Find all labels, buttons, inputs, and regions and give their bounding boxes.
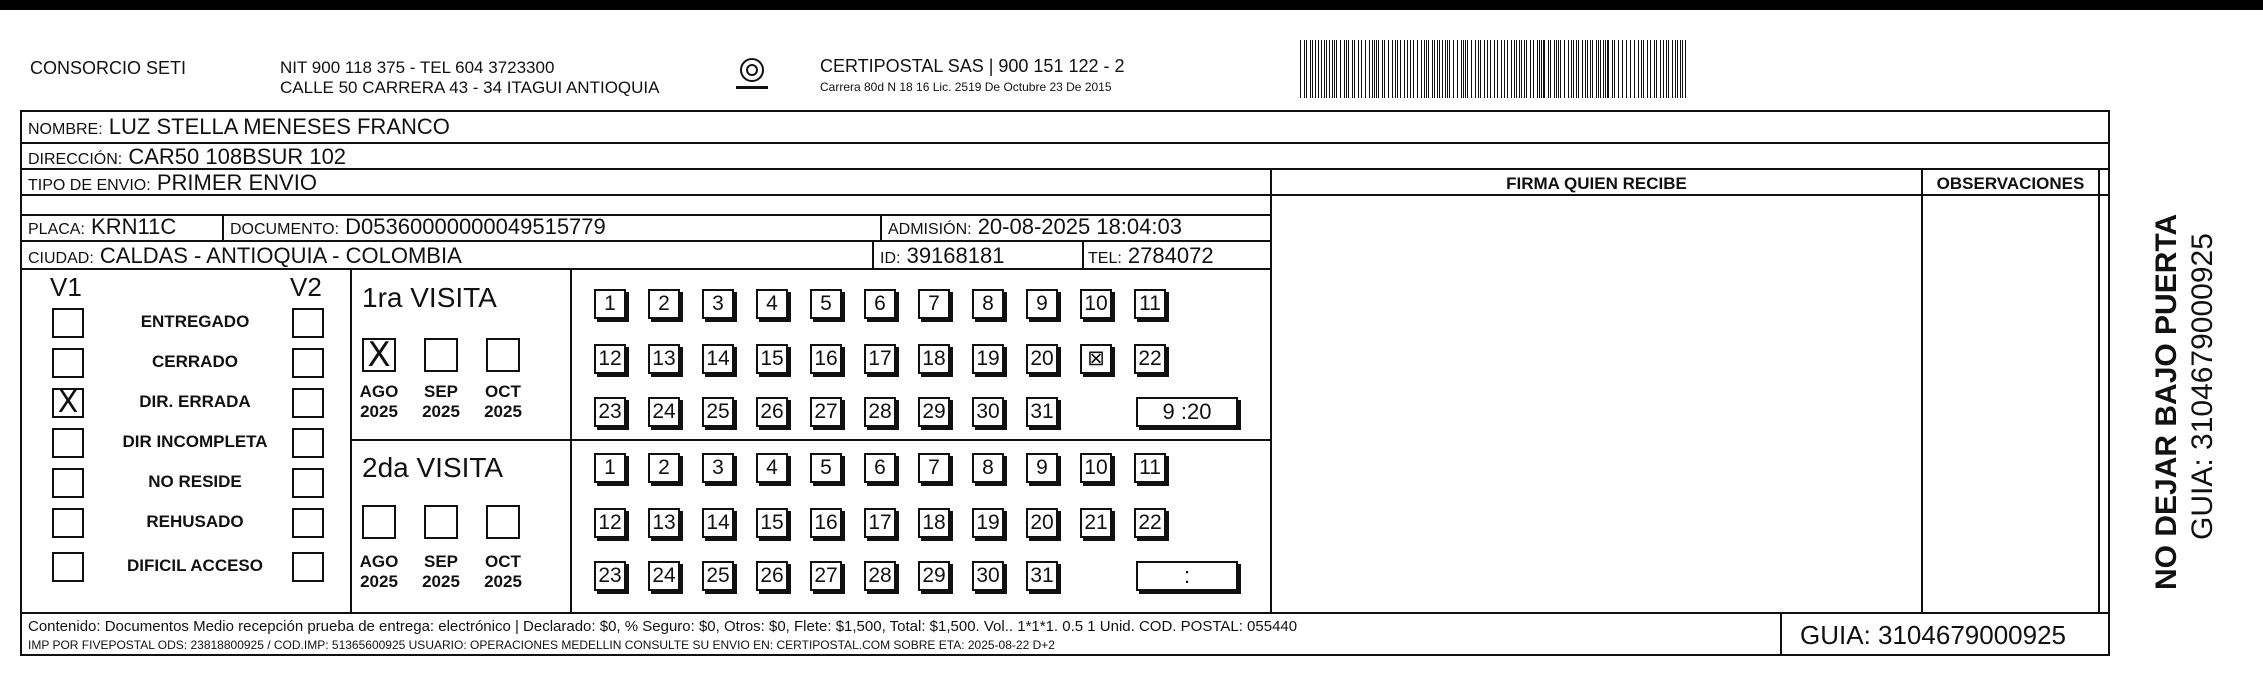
day-checkbox[interactable]: 6: [864, 453, 896, 483]
barcode-bar: [1445, 40, 1446, 98]
barcode-bar: [1682, 40, 1683, 98]
barcode-bar: [1514, 40, 1515, 98]
barcode-bar: [1306, 40, 1307, 98]
day-checkbox[interactable]: 29: [918, 397, 950, 427]
month-label: AGO 2025: [359, 552, 399, 591]
v2-checkbox[interactable]: [292, 348, 324, 378]
day-checkbox[interactable]: 8: [972, 453, 1004, 483]
barcode-bar: [1675, 40, 1676, 98]
barcode-bar: [1376, 40, 1377, 98]
day-checkbox[interactable]: 15: [756, 508, 788, 538]
barcode-bar: [1554, 40, 1555, 98]
day-checkbox[interactable]: 24: [648, 397, 680, 427]
barcode-bar: [1478, 40, 1479, 98]
day-checkbox[interactable]: 1: [594, 289, 626, 319]
day-checkbox[interactable]: 24: [648, 561, 680, 591]
documento-value: D0536000000004951577​9: [345, 214, 606, 239]
v1-checkbox[interactable]: [52, 552, 84, 582]
barcode-bar: [1417, 40, 1418, 98]
placa-value: KRN11C: [91, 214, 177, 239]
barcode-bar: [1348, 40, 1349, 98]
visit1-title: 1ra VISITA: [362, 282, 497, 313]
barcode-bar: [1643, 40, 1644, 98]
v1-checkbox[interactable]: X: [52, 388, 84, 418]
barcode-bar: [1641, 40, 1642, 98]
barcode-bar: [1426, 40, 1427, 98]
barcode-bar: [1384, 40, 1385, 98]
tipo-envio-value: PRIMER ENVIO: [156, 170, 317, 195]
v1-checkbox[interactable]: [52, 308, 84, 338]
barcode-bar: [1598, 40, 1599, 98]
imp-line: IMP POR FIVEPOSTAL ODS: 23818800925 / COD.IMP: 51365600925 USUARIO: OPERACIONES MEDELLIN CONSULTE SU ENVIO EN: CERTIPOSTAL.COM SOBRE ETA: 2025-08-22 D+2: [28, 638, 1055, 652]
id-value: 39168181: [906, 243, 1005, 268]
day-checkbox[interactable]: 9: [1026, 453, 1058, 483]
address-line: CALLE 50 CARRERA 43 - 34 ITAGUI ANTIOQUIA: [280, 78, 660, 97]
barcode-bar: [1449, 40, 1450, 98]
day-checkbox[interactable]: 3: [702, 289, 734, 319]
barcode-bar: [1463, 40, 1464, 98]
barcode-bar: [1638, 40, 1639, 98]
month-checkbox[interactable]: [486, 338, 520, 372]
barcode-bar: [1582, 40, 1583, 98]
month-checkbox[interactable]: [424, 338, 458, 372]
barcode-bar: [1618, 40, 1619, 98]
status-label: ENTREGADO: [140, 312, 250, 331]
day-checkbox[interactable]: 21: [1080, 508, 1112, 538]
day-checkbox[interactable]: 27: [810, 561, 842, 591]
day-checkbox[interactable]: 14: [702, 508, 734, 538]
day-checkbox[interactable]: 1: [594, 453, 626, 483]
barcode-bar: [1539, 40, 1540, 98]
status-label: NO RESIDE: [148, 472, 242, 491]
v2-header: V2: [290, 272, 322, 302]
barcode-bar: [1533, 40, 1534, 98]
id-row: [880, 243, 1004, 269]
barcode-bar: [1537, 40, 1538, 98]
status-label: CERRADO: [152, 352, 238, 371]
barcode-bar: [1677, 40, 1678, 98]
direccion-row: [28, 144, 346, 170]
barcode-bar: [1530, 40, 1531, 98]
company-name: CONSORCIO SETI: [30, 58, 187, 78]
barcode-bar: [1424, 40, 1425, 98]
nit-line: NIT 900 118 375 - TEL 604 3723300: [280, 58, 555, 77]
barcode-bar: [1654, 40, 1655, 98]
month-checkbox[interactable]: [486, 505, 520, 539]
day-checkbox[interactable]: ⊠: [1080, 344, 1112, 374]
barcode-bar: [1521, 40, 1522, 98]
firma-header: FIRMA QUIEN RECIBE: [1506, 174, 1687, 193]
admision-value: 20-08-2025 18:04:03: [977, 214, 1182, 239]
barcode-bar: [1603, 40, 1604, 98]
barcode-bar: [1361, 40, 1362, 98]
v2-checkbox[interactable]: [292, 508, 324, 538]
barcode-bar: [1573, 40, 1574, 98]
barcode-bar: [1556, 40, 1557, 98]
v1-checkbox[interactable]: [52, 508, 84, 538]
month-label: OCT 2025: [484, 552, 522, 591]
documento-label: DOCUMENTO:: [230, 221, 340, 238]
barcode-bar: [1596, 40, 1597, 98]
carrier-line: CERTIPOSTAL SAS | 900 151 122 - 2: [820, 56, 1125, 76]
nombre-label: NOMBRE:: [28, 121, 103, 138]
visit2-title: 2da VISITA: [362, 452, 504, 483]
month-checkbox[interactable]: [362, 505, 396, 539]
v2-checkbox[interactable]: [292, 468, 324, 498]
nombre-value: LUZ STELLA MENESES FRANCO: [108, 114, 450, 139]
barcode-bar: [1404, 40, 1405, 98]
barcode-bar: [1397, 40, 1398, 98]
day-checkbox[interactable]: 29: [918, 561, 950, 591]
day-checkbox[interactable]: 13: [648, 508, 680, 538]
barcode-bar: [1656, 40, 1657, 98]
v2-checkbox[interactable]: [292, 552, 324, 582]
barcode-bar: [1576, 40, 1577, 98]
barcode-bar: [1336, 40, 1337, 98]
barcode-bar: [1400, 40, 1401, 98]
day-checkbox[interactable]: 3: [702, 453, 734, 483]
barcode-bar: [1475, 40, 1476, 98]
day-checkbox[interactable]: 28: [864, 561, 896, 591]
barcode-bar: [1340, 40, 1341, 98]
day-checkbox[interactable]: 30: [972, 397, 1004, 427]
barcode-bar: [1369, 40, 1370, 98]
day-checkbox[interactable]: 20: [1026, 508, 1058, 538]
barcode-bar: [1329, 40, 1330, 98]
certipostal-logo: [730, 54, 770, 94]
barcode-bar: [1666, 40, 1667, 98]
day-checkbox[interactable]: 26: [756, 397, 788, 427]
barcode-bar: [1410, 40, 1411, 98]
month-label: SEP 2025: [422, 552, 460, 591]
barcode-bar: [1494, 40, 1495, 98]
day-checkbox[interactable]: 22: [1134, 344, 1166, 374]
barcode-bar: [1312, 40, 1313, 98]
barcode-bar: [1480, 40, 1481, 98]
placa-label: PLACA:: [28, 221, 85, 238]
barcode-bar: [1550, 40, 1551, 98]
barcode-bar: [1668, 40, 1669, 98]
barcode-bar: [1413, 40, 1414, 98]
v1-header: V1: [50, 272, 82, 302]
placa-row: [28, 214, 176, 240]
barcode-bar: [1484, 40, 1485, 98]
barcode-bar: [1437, 40, 1438, 98]
barcode-bar: [1607, 40, 1609, 98]
barcode-bar: [1672, 40, 1673, 98]
barcode-bar: [1332, 40, 1333, 98]
day-checkbox[interactable]: 30: [972, 561, 1004, 591]
barcode-bar: [1564, 40, 1565, 98]
day-checkbox[interactable]: 26: [756, 561, 788, 591]
barcode-bar: [1487, 40, 1488, 98]
barcode-bar: [1605, 40, 1606, 98]
barcode-bar: [1526, 40, 1527, 98]
tipo-envio-row: [28, 170, 317, 196]
month-checkbox[interactable]: X: [362, 338, 396, 372]
barcode-bar: [1318, 40, 1319, 98]
day-checkbox[interactable]: 23: [594, 397, 626, 427]
ciudad-label: CIUDAD:: [28, 250, 94, 267]
tel-row: [1088, 243, 1214, 269]
barcode-bar: [1461, 40, 1462, 98]
day-checkbox[interactable]: 7: [918, 289, 950, 319]
month-checkbox[interactable]: [424, 505, 458, 539]
barcode-bar: [1541, 40, 1542, 98]
status-label: DIR. ERRADA: [139, 392, 251, 411]
barcode-bar: [1407, 40, 1408, 98]
day-checkbox[interactable]: 23: [594, 561, 626, 591]
barcode-bar: [1465, 40, 1466, 98]
documento-row: [230, 214, 606, 240]
barcode-bar: [1558, 40, 1559, 98]
barcode-bar: [1392, 40, 1393, 98]
barcode-bar: [1374, 40, 1375, 98]
barcode-bar: [1354, 40, 1355, 98]
barcode-bar: [1587, 40, 1588, 98]
v2-checkbox[interactable]: [292, 388, 324, 418]
day-checkbox[interactable]: 16: [810, 344, 842, 374]
day-checkbox[interactable]: 12: [594, 508, 626, 538]
barcode-bar: [1358, 40, 1359, 98]
barcode-bar: [1326, 40, 1327, 98]
day-checkbox[interactable]: 13: [648, 344, 680, 374]
top-edge-bar: [0, 0, 2263, 10]
barcode-bar: [1388, 40, 1389, 98]
no-dejar-bajo-puerta: NO DEJAR BAJO PUERTA: [2150, 213, 2183, 590]
barcode-bar: [1432, 40, 1433, 98]
barcode-bar: [1501, 40, 1502, 98]
guia-footer: GUIA: 3104679000925: [1800, 620, 2066, 650]
day-checkbox[interactable]: 6: [864, 289, 896, 319]
barcode-bar: [1300, 40, 1301, 98]
day-checkbox[interactable]: 15: [756, 344, 788, 374]
barcode: [1300, 40, 1690, 98]
barcode-bar: [1457, 40, 1458, 98]
day-checkbox[interactable]: 17: [864, 344, 896, 374]
month-label: SEP 2025: [422, 382, 460, 421]
day-checkbox[interactable]: 31: [1026, 561, 1058, 591]
barcode-bar: [1626, 40, 1627, 98]
barcode-bar: [1630, 40, 1631, 98]
status-label: DIFICIL ACCESO: [126, 556, 263, 575]
barcode-bar: [1571, 40, 1572, 98]
barcode-bar: [1372, 40, 1373, 98]
visit2-time-box[interactable]: :: [1136, 561, 1238, 591]
barcode-bar: [1324, 40, 1325, 98]
barcode-bar: [1507, 40, 1508, 98]
day-checkbox[interactable]: 4: [756, 453, 788, 483]
day-checkbox[interactable]: 16: [810, 508, 842, 538]
license-line: Carrera 80d N 18 16 Lic. 2519 De Octubre 23 De 2015: [820, 80, 1112, 94]
barcode-bar: [1614, 40, 1615, 98]
day-checkbox[interactable]: 25: [702, 561, 734, 591]
barcode-bar: [1592, 40, 1593, 98]
day-checkbox[interactable]: 18: [918, 344, 950, 374]
barcode-bar: [1685, 40, 1686, 98]
day-checkbox[interactable]: 8: [972, 289, 1004, 319]
barcode-bar: [1439, 40, 1440, 98]
day-checkbox[interactable]: 12: [594, 344, 626, 374]
v1-checkbox[interactable]: [52, 468, 84, 498]
barcode-bar: [1334, 40, 1335, 98]
barcode-bar: [1590, 40, 1591, 98]
barcode-bar: [1548, 40, 1549, 98]
admision-label: ADMISIÓN:: [888, 221, 972, 238]
barcode-bar: [1516, 40, 1517, 98]
barcode-bar: [1352, 40, 1353, 98]
barcode-bar: [1568, 40, 1569, 98]
barcode-bar: [1622, 40, 1623, 98]
barcode-bar: [1600, 40, 1601, 98]
barcode-bar: [1428, 40, 1429, 98]
barcode-bar: [1647, 40, 1648, 98]
barcode-bar: [1578, 40, 1579, 98]
status-label: DIR INCOMPLETA: [122, 432, 268, 451]
barcode-bar: [1660, 40, 1661, 98]
v2-checkbox[interactable]: [292, 308, 324, 338]
barcode-bar: [1421, 40, 1422, 98]
barcode-bar: [1467, 40, 1468, 98]
day-checkbox[interactable]: 19: [972, 508, 1004, 538]
barcode-bar: [1344, 40, 1345, 98]
barcode-bar: [1382, 40, 1383, 98]
day-checkbox[interactable]: 5: [810, 453, 842, 483]
day-checkbox[interactable]: 4: [756, 289, 788, 319]
barcode-bar: [1504, 40, 1505, 98]
barcode-bar: [1315, 40, 1316, 98]
barcode-bar: [1310, 40, 1311, 98]
ciudad-value: CALDAS - ANTIOQUIA - COLOMBIA: [99, 243, 462, 268]
barcode-bar: [1585, 40, 1586, 98]
barcode-bar: [1519, 40, 1520, 98]
day-checkbox[interactable]: 5: [810, 289, 842, 319]
day-checkbox[interactable]: 9: [1026, 289, 1058, 319]
day-checkbox[interactable]: 7: [918, 453, 950, 483]
barcode-bar: [1442, 40, 1443, 98]
barcode-bar: [1346, 40, 1347, 98]
contenido-line: Contenido: Documentos Medio recepción prueba de entrega: electrónico | Declarado: $0, % Seguro: $0, Otros: $0, Flete: $1,500, Total: $1,500. Vol.. 1*1*1. 0.5 1 Unid. COD. POSTAL: 055440: [28, 618, 1298, 635]
barcode-bar: [1378, 40, 1379, 98]
v1-checkbox[interactable]: [52, 428, 84, 458]
guia-side: GUIA: 3104679000925: [2186, 233, 2219, 540]
day-checkbox[interactable]: 14: [702, 344, 734, 374]
barcode-bar: [1304, 40, 1305, 98]
day-checkbox[interactable]: 10: [1080, 289, 1112, 319]
barcode-bar: [1663, 40, 1664, 98]
month-label: AGO 2025: [359, 382, 399, 421]
v1-checkbox[interactable]: [52, 348, 84, 378]
direccion-value: CAR50 108BSUR 102: [128, 144, 347, 169]
nombre-row: [28, 114, 450, 140]
day-checkbox[interactable]: 31: [1026, 397, 1058, 427]
barcode-bar: [1612, 40, 1613, 98]
barcode-bar: [1447, 40, 1448, 98]
day-checkbox[interactable]: 2: [648, 289, 680, 319]
day-checkbox[interactable]: 19: [972, 344, 1004, 374]
day-checkbox[interactable]: 11: [1134, 289, 1166, 319]
v2-checkbox[interactable]: [292, 428, 324, 458]
barcode-bar: [1321, 40, 1322, 98]
barcode-bar: [1680, 40, 1681, 98]
day-checkbox[interactable]: 27: [810, 397, 842, 427]
ciudad-row: [28, 243, 462, 269]
barcode-bar: [1395, 40, 1396, 98]
status-label: REHUSADO: [146, 512, 244, 531]
barcode-bar: [1471, 40, 1472, 98]
barcode-bar: [1490, 40, 1491, 98]
barcode-bar: [1453, 40, 1454, 98]
barcode-bar: [1650, 40, 1651, 98]
barcode-bar: [1434, 40, 1435, 98]
admision-row: [888, 214, 1182, 240]
day-checkbox[interactable]: 10: [1080, 453, 1112, 483]
tipo-envio-label: TIPO DE ENVIO:: [28, 177, 151, 194]
day-checkbox[interactable]: 20: [1026, 344, 1058, 374]
day-checkbox[interactable]: 28: [864, 397, 896, 427]
barcode-bar: [1497, 40, 1498, 98]
day-checkbox[interactable]: 2: [648, 453, 680, 483]
barcode-bar: [1634, 40, 1635, 98]
tel-value: 2784072: [1127, 243, 1214, 268]
observaciones-header: OBSERVACIONES: [1936, 174, 2085, 193]
day-checkbox[interactable]: 25: [702, 397, 734, 427]
direccion-label: DIRECCIÓN:: [28, 151, 123, 168]
visit1-time-box[interactable]: 9 :20: [1136, 397, 1238, 427]
barcode-bar: [1543, 40, 1545, 98]
day-checkbox[interactable]: 11: [1134, 453, 1166, 483]
barcode-bar: [1365, 40, 1366, 98]
barcode-bar: [1560, 40, 1561, 98]
day-checkbox[interactable]: 18: [918, 508, 950, 538]
month-label: OCT 2025: [484, 382, 522, 421]
tel-label: TEL:: [1088, 250, 1122, 267]
id-label: ID:: [880, 250, 901, 267]
day-checkbox[interactable]: 17: [864, 508, 896, 538]
barcode-bar: [1511, 40, 1512, 98]
barcode-bar: [1524, 40, 1525, 98]
day-checkbox[interactable]: 22: [1134, 508, 1166, 538]
